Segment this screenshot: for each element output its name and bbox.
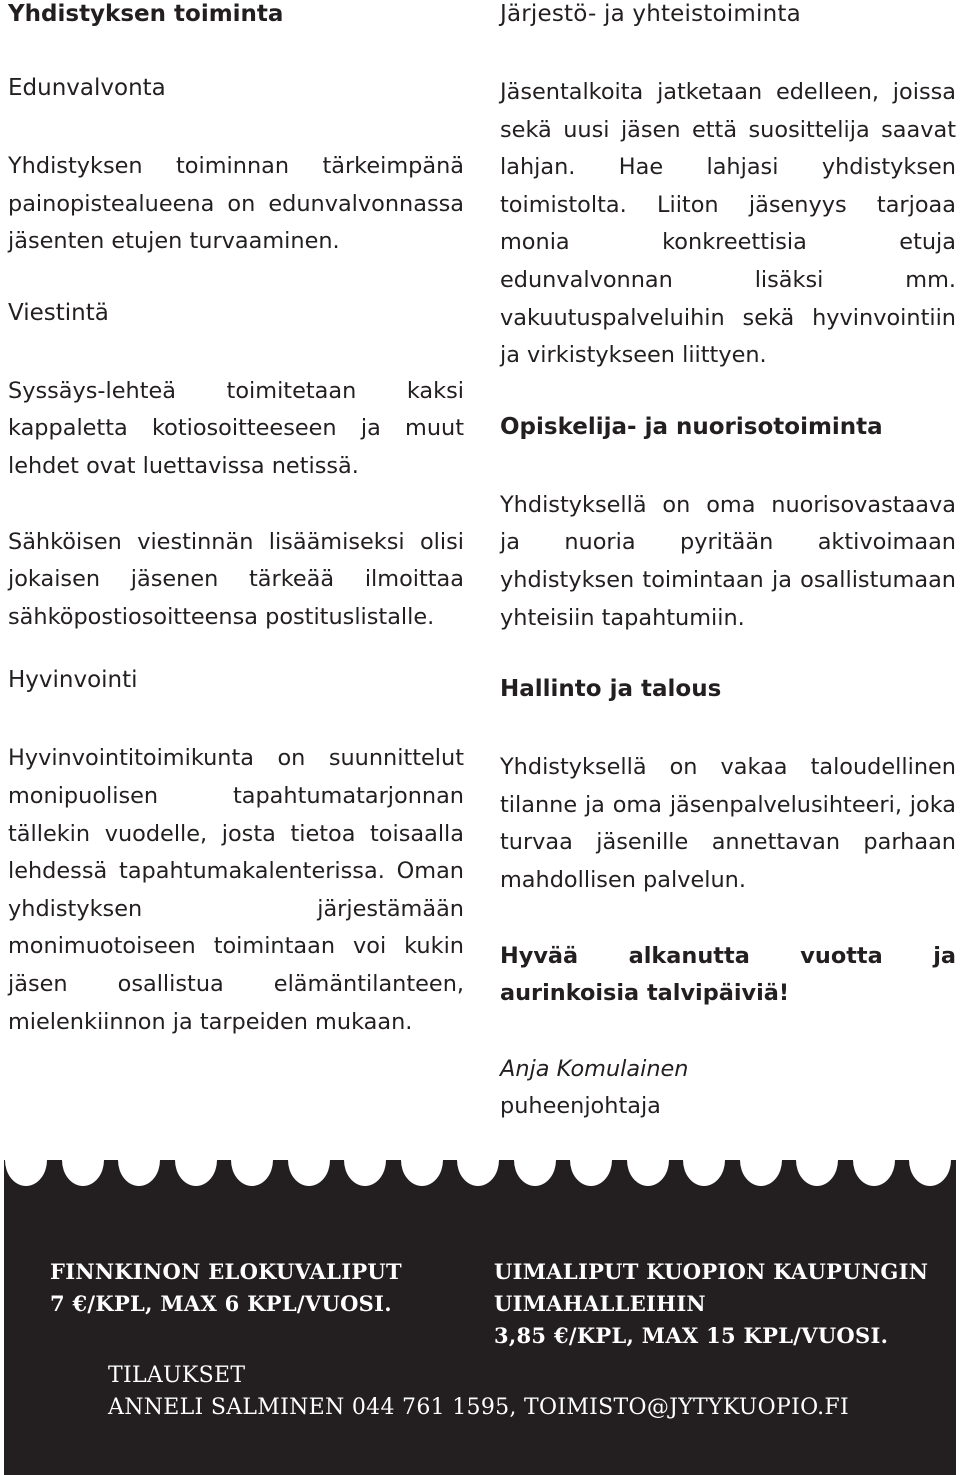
scallop-notch <box>853 1160 895 1186</box>
finnkino-offer <box>50 1256 402 1320</box>
scallop-notch <box>627 1160 669 1186</box>
scallop-notch <box>231 1160 273 1186</box>
orders-label: TILAUKSET <box>108 1363 246 1388</box>
orders-info <box>108 1360 849 1424</box>
finnkino-title: FINNKINON ELOKUVALIPUT <box>50 1259 402 1284</box>
scallop-notch <box>62 1160 104 1186</box>
section-heading-hallinto: Hallinto ja talous <box>500 676 722 703</box>
scallop-notch <box>909 1160 951 1186</box>
scallop-notch <box>118 1160 160 1186</box>
paragraph-hallinto: Yhdistyksellä on vakaa taloudellinen tilanne ja oma jäsenpalvelusihteeri, joka turvaa jäsenille annettavan parhaan mahdollisen palvelun. <box>500 754 956 893</box>
paragraph-opiskelija: Yhdistyksellä on oma nuorisovastaava ja nuoria pyritään aktivoimaan yhdistyksen toimintaan ja osallistumaan yhteisiin tapahtumiin. <box>500 491 956 631</box>
paragraph-hyvinvointi: Hyvinvointitoimikunta on suunnittelut monipuolisen tapahtumatarjonnan tällekin vuodelle, josta tietoa toisaalla lehdessä tapahtumakalenterissa. Oman yhdistyksen järjestämään monimuotoiseen toimintaan voi kukin jäsen osallistua elämäntilanteen, mielenkiinnon ja tarpeiden mukaan. <box>8 745 464 1035</box>
scallop-notch <box>514 1160 556 1186</box>
signature-name: Anja Komulainen <box>500 1055 689 1082</box>
left-title: Yhdistyksen toiminta <box>8 1 284 27</box>
swimming-price: 3,85 €/KPL, MAX 15 KPL/VUOSI. <box>494 1323 889 1348</box>
section-heading-edunvalvonta: Edunvalvonta <box>8 75 166 101</box>
right-title: Järjestö- ja yhteistoiminta <box>500 1 801 27</box>
scallop-notch <box>457 1160 499 1186</box>
section-heading-viestinta: Viestintä <box>8 299 109 326</box>
orders-contact: ANNELI SALMINEN 044 761 1595, TOIMISTO@JYTYKUOPIO.FI <box>108 1395 849 1420</box>
scallop-notch <box>683 1160 725 1186</box>
scallop-notch <box>175 1160 217 1186</box>
paragraph-edunvalvonta: Yhdistyksen toiminnan tärkeimpänä painopistealueena on edunvalvonnassa jäsenten etujen turvaaminen. <box>8 153 464 255</box>
swimming-title-line2: UIMAHALLEIHIN <box>494 1291 706 1316</box>
section-heading-opiskelija: Opiskelija- ja nuorisotoiminta <box>500 413 883 440</box>
scallop-notch <box>796 1160 838 1186</box>
scallop-notch <box>5 1160 47 1186</box>
finnkino-price: 7 €/KPL, MAX 6 KPL/VUOSI. <box>50 1291 392 1316</box>
scallop-notch <box>401 1160 443 1186</box>
ticket-banner <box>4 1160 956 1475</box>
right-column <box>500 0 956 1126</box>
left-column <box>8 0 464 1041</box>
signature-role: puheenjohtaja <box>500 1093 661 1120</box>
section-heading-hyvinvointi: Hyvinvointi <box>8 667 138 694</box>
swimming-title-line1: UIMALIPUT KUOPION KAUPUNGIN <box>494 1259 929 1284</box>
scallop-notch <box>570 1160 612 1186</box>
scallop-notch <box>288 1160 330 1186</box>
paragraph-viestinta-1: Syssäys-lehteä toimitetaan kaksi kappaletta kotiosoitteeseen ja muut lehdet ovat luettavissa netissä. <box>8 377 464 479</box>
scallop-notch <box>344 1160 386 1186</box>
ticket-scalloped-edge <box>4 1160 956 1186</box>
paragraph-viestinta-2: Sähköisen viestinnän lisäämiseksi olisi jokaisen jäsenen tärkeää ilmoittaa sähköpostiosoitteensa postituslistalle. <box>8 528 464 630</box>
paragraph-jasentalkoot: Jäsentalkoita jatketaan edelleen, joissa sekä uusi jäsen että suosittelija saavat lahjan. Hae lahjasi yhdistyksen toimistolta. Liiton jäsenyys tarjoaa monia konkreettisia etuja edunvalvonnan lisäksi mm. vakuutuspalveluihin sekä hyvinvointiin ja virkistykseen liittyen. <box>500 79 956 369</box>
greeting: Hyvää alkanutta vuotta ja aurinkoisia talvipäiviä! <box>500 942 956 1007</box>
swimming-offer <box>494 1256 928 1352</box>
scallop-notch <box>740 1160 782 1186</box>
